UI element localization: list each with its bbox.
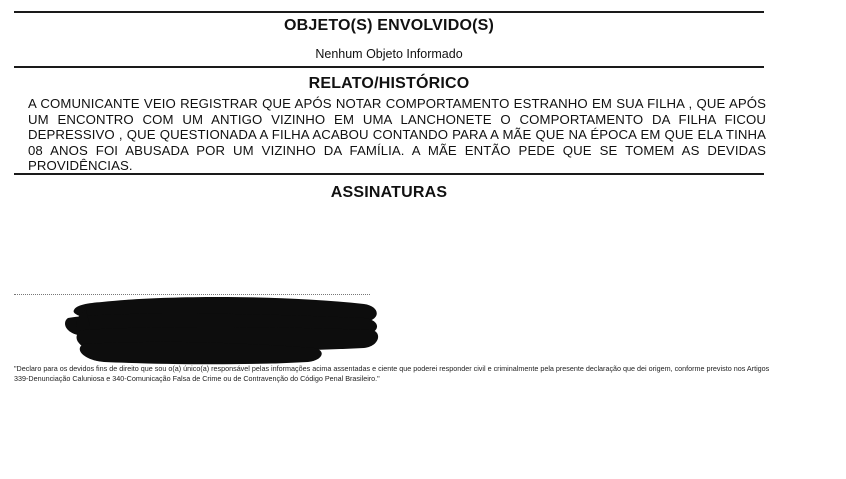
legal-declaration: "Declaro para os devidos fins de direito que sou o(a) único(a) responsável pelas informações acima assentadas e ciente que poderei responder civil e criminalmente pela presente declaração que dei origem, conforme previsto nos Artigos 339-Denunciação Caluniosa e 340-Comunicação Falsa de Crime ou de Contravenção do Código Penal Brasileiro." bbox=[14, 364, 770, 383]
report-text: A COMUNICANTE VEIO REGISTRAR QUE APÓS NOTAR COMPORTAMENTO ESTRANHO EM SUA FILHA , QUE APÓS UM ENCONTRO COM UM ANTIGO VIZINHO EM UMA LANCHONETE O COMPORTAMENTO DA FILHA FICOU DEPRESSIVO , QUE QUESTIONADA A FILHA ACABOU CONTANDO PARA A MÃE QUE NA ÉPOCA EM QUE ELA TINHA 08 ANOS FOI ABUSADA POR UM VIZINHO DA FAMÍLIA. A MÃE ENTÃO PEDE QUE SE TOMEM AS DEVIDAS PROVIDÊNCIAS. bbox=[28, 96, 766, 174]
report-divider bbox=[14, 173, 764, 175]
top-divider bbox=[14, 11, 764, 13]
redacted-signature bbox=[64, 296, 382, 368]
objects-value: Nenhum Objeto Informado bbox=[315, 47, 463, 61]
signatures-section-title: ASSINATURAS bbox=[330, 184, 448, 201]
report-section-title: RELATO/HISTÓRICO bbox=[308, 75, 470, 92]
objects-divider bbox=[14, 66, 764, 68]
signature-line bbox=[14, 294, 370, 295]
objects-section-title: OBJETO(S) ENVOLVIDO(S) bbox=[283, 17, 495, 34]
